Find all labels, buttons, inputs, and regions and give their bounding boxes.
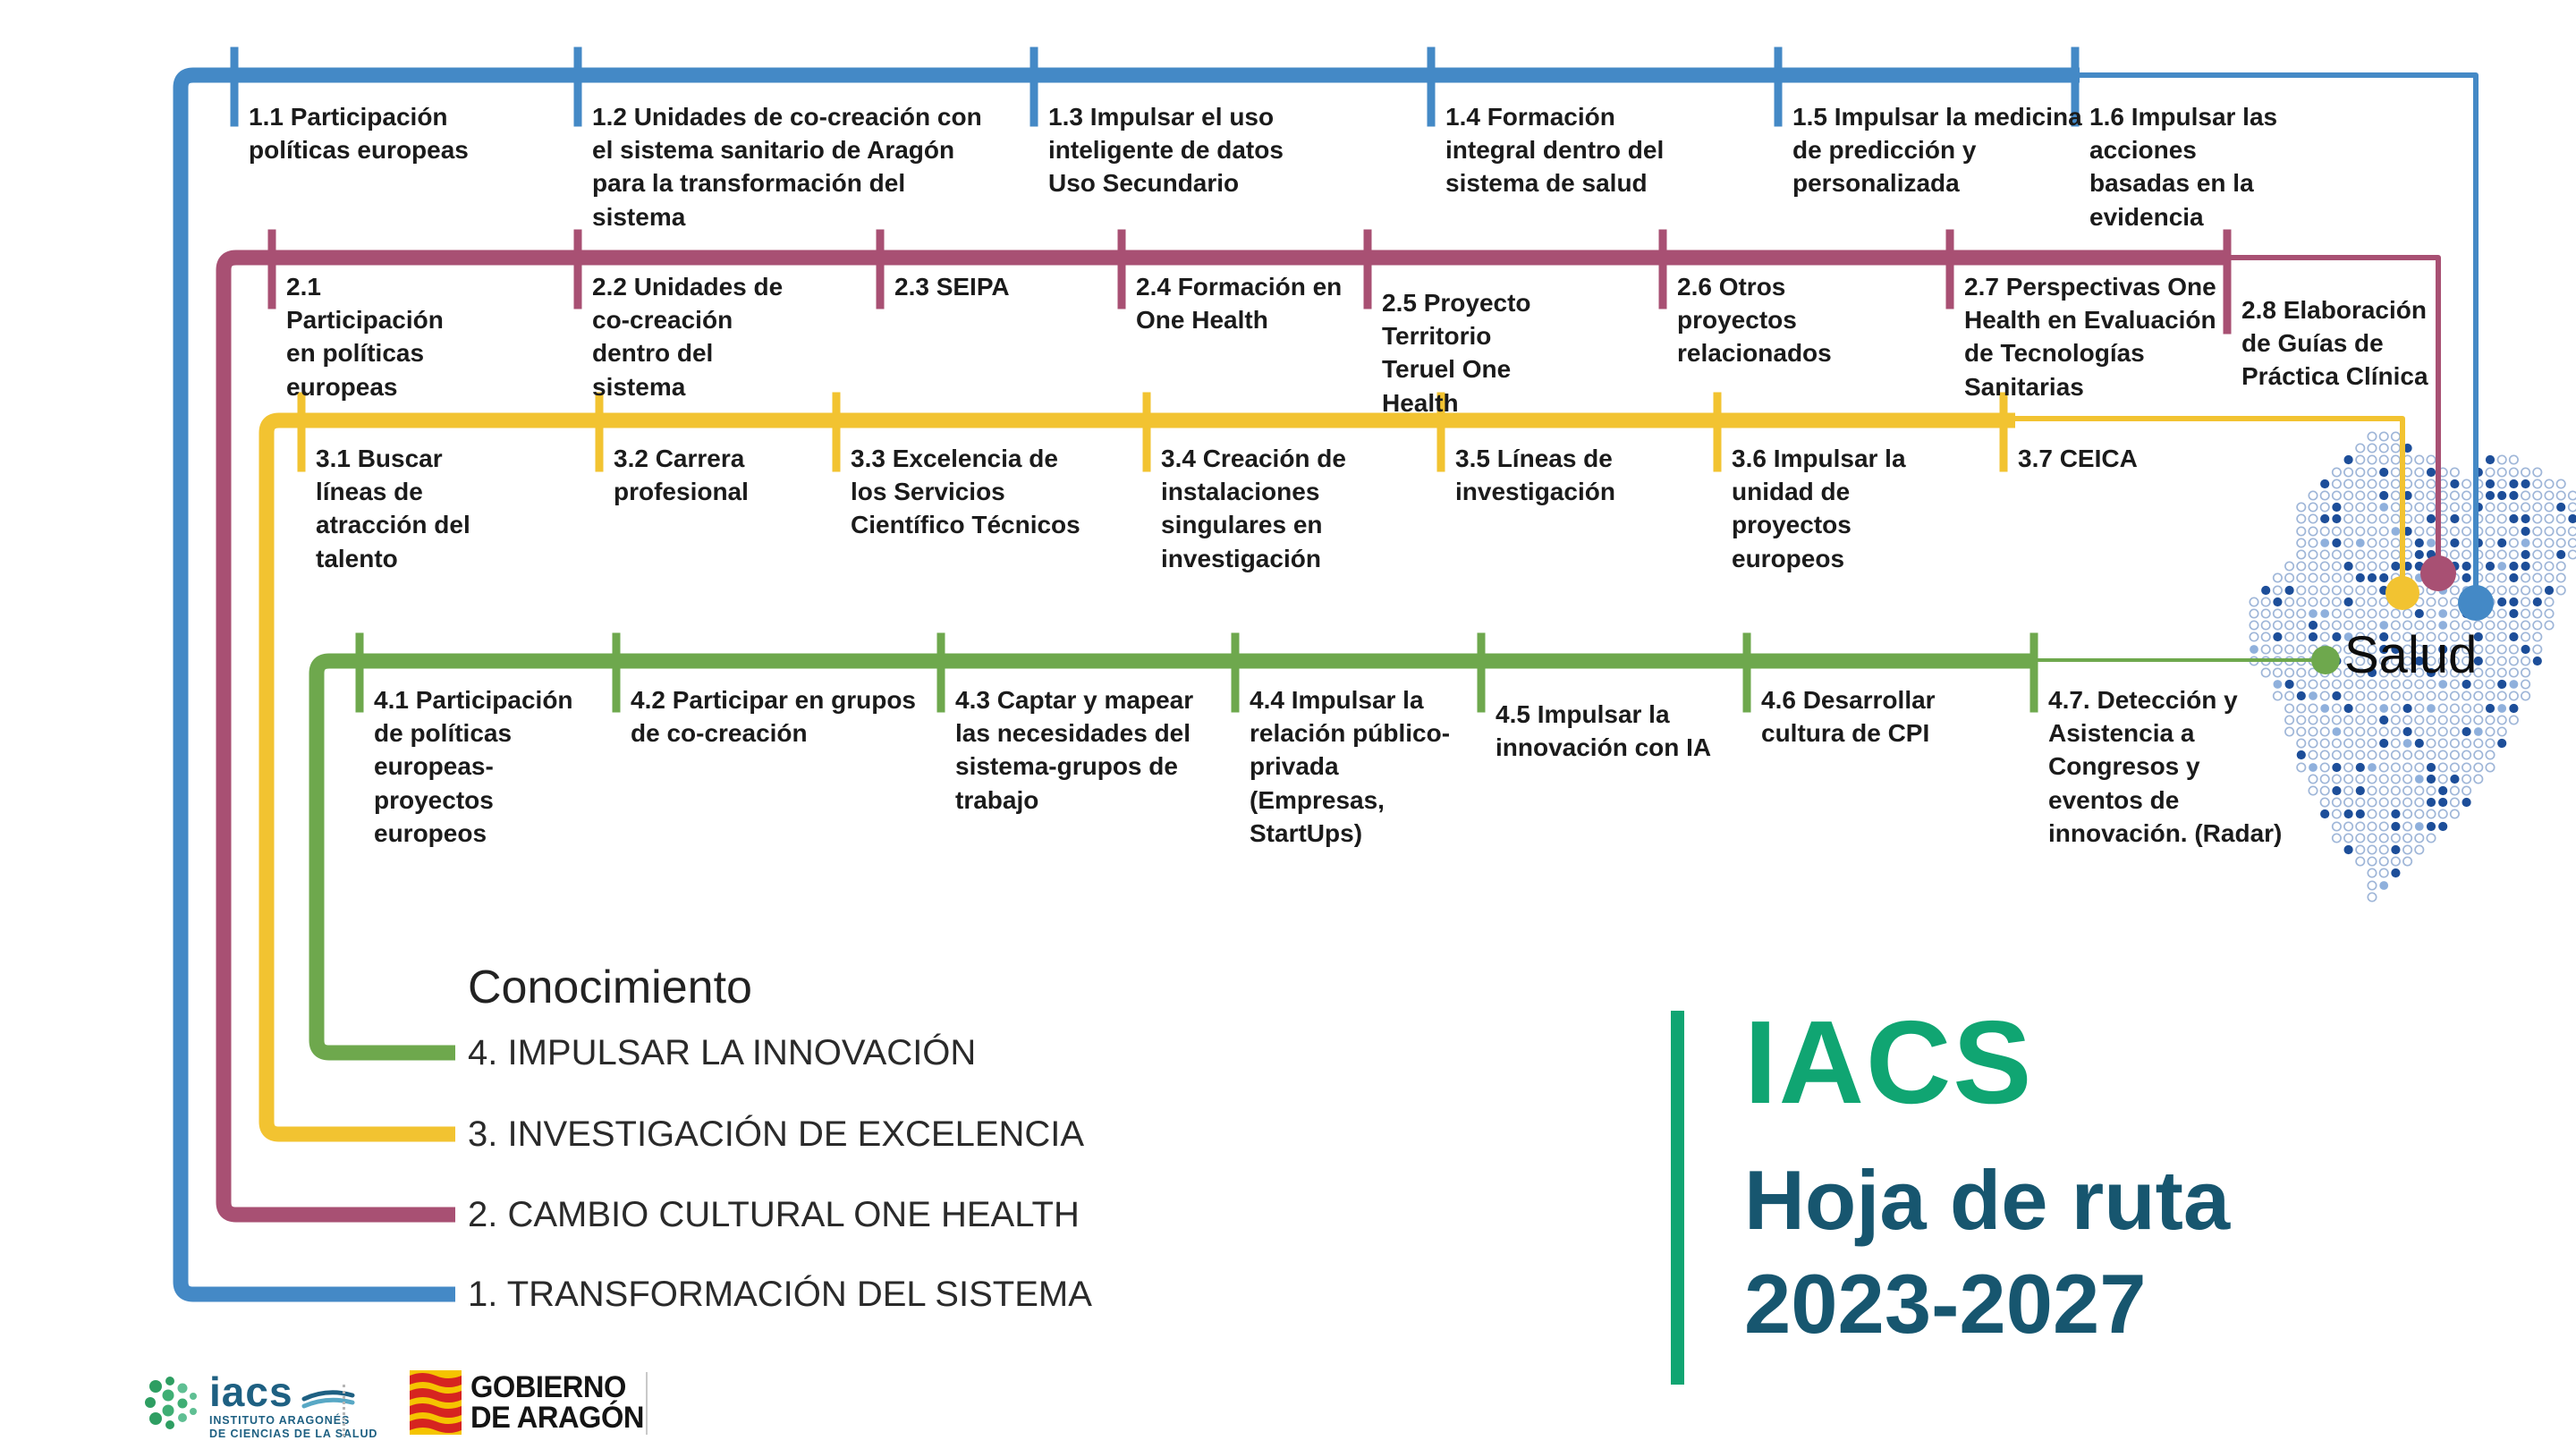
tick-2.7 [1946,230,1954,309]
milestone-label-1.1: 1.1 Participación políticas europeas [249,103,469,165]
gobierno-logo-line1: GOBIERNO [470,1370,626,1404]
milestone-label-2.2: 2.2 Unidades de co-creación dentro del sistema [592,273,784,401]
timeline-4-endpoint-dot [2311,646,2340,674]
milestone-label-1.3: 1.3 Impulsar el uso inteligente de datos Uso Secundario [1048,103,1284,198]
milestone-label-2.6: 2.6 Otros proyectos relacionados [1677,273,1832,368]
tick-3.2 [596,393,604,472]
iacs-logo-subline2: DE CIENCIAS DE LA SALUD [209,1428,378,1440]
milestone-label-3.7: 3.7 CEICA [2018,445,2138,472]
tick-4.6 [1743,633,1751,713]
tick-3.6 [1714,393,1722,472]
gobierno-aragon-logo [410,1370,651,1435]
milestone-label-3.6: 3.6 Impulsar la unidad de proyectos europeos [1732,445,1906,572]
milestone-label-3.2: 3.2 Carrera profesional [614,445,749,506]
milestone-label-1.6: 1.6 Impulsar las acciones basadas en la evidencia [2089,103,2278,231]
tick-1.4 [1428,47,1436,127]
iacs-wave-icon [301,1385,356,1410]
milestone-label-2.4: 2.4 Formación en One Health [1136,273,1343,335]
tick-3.1 [298,393,306,472]
tick-2.6 [1659,230,1667,309]
org-name: IACS [1744,996,2034,1128]
timeline-3-endpoint-dot [2385,576,2419,610]
tick-3.4 [1143,393,1151,472]
page-title-line1: Hoja de ruta [1744,1153,2231,1247]
tick-4.5 [1478,633,1486,713]
tick-1.2 [574,47,582,127]
milestone-label-3.4: 3.4 Creación de instalaciones singulares en investigación [1161,445,1346,572]
milestone-label-4.7: 4.7. Detección y Asistencia a Congresos y eventos de innovación. (Radar) [2048,686,2283,847]
tick-3.3 [833,393,841,472]
tick-4.7 [2030,633,2038,713]
page-title-line2: 2023-2027 [1744,1257,2147,1351]
milestone-label-4.4: 4.4 Impulsar la relación público-privada (Empresas, StartUps) [1250,686,1451,847]
tick-1.1 [231,47,239,127]
legend-item-innovacion: 4. IMPULSAR LA INNOVACIÓN [468,1033,977,1072]
footer-gray-divider [646,1372,648,1435]
tick-4.2 [613,633,621,713]
title-accent-bar [1671,1011,1684,1385]
tick-3.7 [2000,393,2008,472]
gobierno-logo-line2: DE ARAGÓN [470,1401,644,1435]
milestone-label-1.2: 1.2 Unidades de co-creación con el sistema sanitario de Aragón para la transformación del sistema [592,103,982,231]
iacs-logo-subline1: INSTITUTO ARAGONÉS [209,1414,351,1427]
milestone-label-4.6: 4.6 Desarrollar cultura de CPI [1761,686,1936,748]
tick-2.5 [1364,230,1372,309]
tick-2.4 [1118,230,1126,309]
tick-1.3 [1030,47,1038,127]
milestone-label-3.3: 3.3 Excelencia de los Servicios Científico Técnicos [851,445,1080,539]
milestone-label-2.3: 2.3 SEIPA [894,273,1010,301]
tick-2.1 [268,230,276,309]
aragon-flag-icon [410,1370,462,1435]
map-label-salud: Salud [2344,626,2478,684]
footer-dotted-divider [343,1385,345,1436]
legend-item-transformacion: 1. TRANSFORMACIÓN DEL SISTEMA [468,1275,1092,1314]
milestone-label-2.5: 2.5 Proyecto Territorio Teruel One Health [1382,289,1531,417]
milestone-label-1.4: 1.4 Formación integral dentro del sistema de salud [1445,103,1665,198]
iacs-molecule-icon [143,1374,202,1436]
tick-4.4 [1232,633,1240,713]
milestone-label-3.1: 3.1 Buscar líneas de atracción del talento [316,445,470,572]
milestone-label-4.2: 4.2 Participar en grupos de co-creación [631,686,916,748]
milestone-label-3.5: 3.5 Líneas de investigación [1455,445,1615,506]
timeline-1-endpoint-dot [2458,585,2494,621]
tick-2.2 [574,230,582,309]
tick-2.3 [877,230,885,309]
timeline-1 [181,47,2494,1295]
legend-item-cambio-cultural: 2. CAMBIO CULTURAL ONE HEALTH [468,1195,1080,1234]
legend-item-investigacion: 3. INVESTIGACIÓN DE EXCELENCIA [468,1114,1085,1154]
milestone-label-2.8: 2.8 Elaboración de Guías de Práctica Clínica [2241,296,2428,391]
iacs-logo-wordmark: iacs [209,1368,293,1415]
milestone-label-4.3: 4.3 Captar y mapear las necesidades del sistema-grupos de trabajo [955,686,1194,814]
milestone-label-2.7: 2.7 Perspectivas One Health en Evaluación de Tecnologías Sanitarias [1964,273,2216,401]
milestone-label-2.1: 2.1 Participación en políticas europeas [286,273,444,401]
tick-1.5 [1775,47,1783,127]
milestone-label-4.5: 4.5 Impulsar la innovación con IA [1496,700,1712,762]
tick-4.1 [356,633,364,713]
milestone-label-1.5: 1.5 Impulsar la medicina de predicción y personalizada [1792,103,2082,198]
milestone-label-4.1: 4.1 Participación de políticas europeas- proyectos europeos [374,686,573,847]
timeline-2-endpoint-dot [2420,555,2456,591]
legend-title: Conocimiento [468,962,752,1013]
